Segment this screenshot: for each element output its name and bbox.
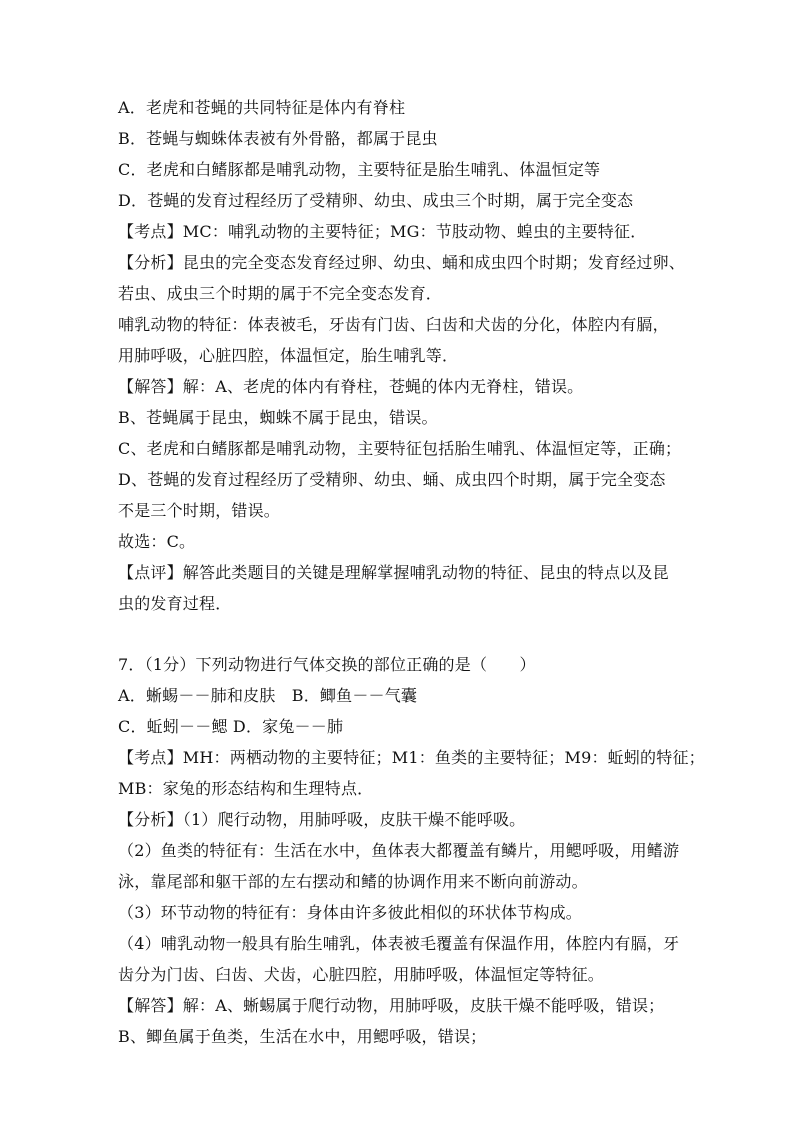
- q7-fenxi-line: （4）哺乳动物一般具有胎生哺乳，体表被毛覆盖有保温作用，体腔内有膈，牙: [118, 934, 680, 953]
- q7-kaodian-line: 【考点】MH：两栖动物的主要特征；M1：鱼类的主要特征；M9：蚯蚓的特征；: [118, 748, 705, 767]
- q6-option-b: B．苍蝇与蜘蛛体表被有外骨骼，都属于昆虫: [118, 129, 438, 148]
- q7-fenxi-line: （3）环节动物的特征有：身体由许多彼此相似的环状体节构成。: [118, 903, 582, 922]
- q6-jieda-line: C、老虎和白鳍豚都是哺乳动物，主要特征包括胎生哺乳、体温恒定等，正确；: [118, 439, 682, 458]
- q6-dianping-line: 【点评】解答此类题目的关键是理解掌握哺乳动物的特征、昆虫的特点以及昆: [118, 563, 669, 582]
- q7-fenxi-line: 泳，靠尾部和躯干部的左右摆动和鳍的协调作用来不断向前游动。: [118, 872, 588, 891]
- q7-fenxi-line: 齿分为门齿、臼齿、犬齿，心脏四腔，用肺呼吸，体温恒定等特征。: [118, 965, 605, 984]
- q6-option-d: D．苍蝇的发育过程经历了受精卵、幼虫、成虫三个时期，属于完全变态: [118, 191, 634, 210]
- q7-jieda-line: 【解答】解：A、蜥蜴属于爬行动物，用肺呼吸，皮肤干燥不能呼吸，错误；: [118, 996, 665, 1015]
- q6-dianping-line: 虫的发育过程．: [118, 594, 232, 613]
- q6-answer: 故选：C。: [118, 532, 196, 551]
- q7-jieda-line: B、鲫鱼属于鱼类，生活在水中，用鳃呼吸，错误；: [118, 1027, 487, 1046]
- q6-kaodian: 【考点】MC：哺乳动物的主要特征；MG：节肢动物、蝗虫的主要特征．: [118, 222, 647, 241]
- q7-fenxi-line: （2）鱼类的特征有：生活在水中，鱼体表大都覆盖有鳞片，用鳃呼吸，用鳍游: [118, 841, 680, 860]
- q6-fenxi-line: 哺乳动物的特征：体表被毛，牙齿有门齿、臼齿和犬齿的分化，体腔内有膈，: [118, 315, 669, 334]
- q6-fenxi-line: 【分析】昆虫的完全变态发育经过卵、幼虫、蛹和成虫四个时期；发育经过卵、: [118, 253, 686, 272]
- q6-jieda-line: 【解答】解：A、老虎的体内有脊柱，苍蝇的体内无脊柱，错误。: [118, 377, 584, 396]
- q7-options-cd: C．蚯蚓－－鳃 D．家兔－－肺: [118, 717, 344, 736]
- q6-jieda-line: 不是三个时期，错误。: [118, 501, 281, 520]
- q7-options-ab: A．蜥蜴－－肺和皮肤 B．鲫鱼－－气囊: [118, 686, 418, 705]
- q6-option-a: A．老虎和苍蝇的共同特征是体内有脊柱: [118, 98, 406, 117]
- q6-jieda-line: B、苍蝇属于昆虫，蜘蛛不属于昆虫，错误。: [118, 408, 438, 427]
- q6-option-c: C．老虎和白鳍豚都是哺乳动物，主要特征是胎生哺乳、体温恒定等: [118, 160, 601, 179]
- q6-jieda-line: D、苍蝇的发育过程经历了受精卵、幼虫、蛹、成虫四个时期，属于完全变态: [118, 470, 666, 489]
- q7-stem: 7．（1分）下列动物进行气体交换的部位正确的是（ ）: [118, 655, 536, 674]
- q7-fenxi-line: 【分析】（1）爬行动物，用肺呼吸，皮肤干燥不能呼吸。: [118, 810, 526, 829]
- q6-fenxi-line: 若虫、成虫三个时期的属于不完全变态发育．: [118, 284, 443, 303]
- q7-kaodian-line: MB：家兔的形态结构和生理特点．: [118, 779, 374, 798]
- q6-fenxi-line: 用肺呼吸，心脏四腔，体温恒定，胎生哺乳等．: [118, 346, 459, 365]
